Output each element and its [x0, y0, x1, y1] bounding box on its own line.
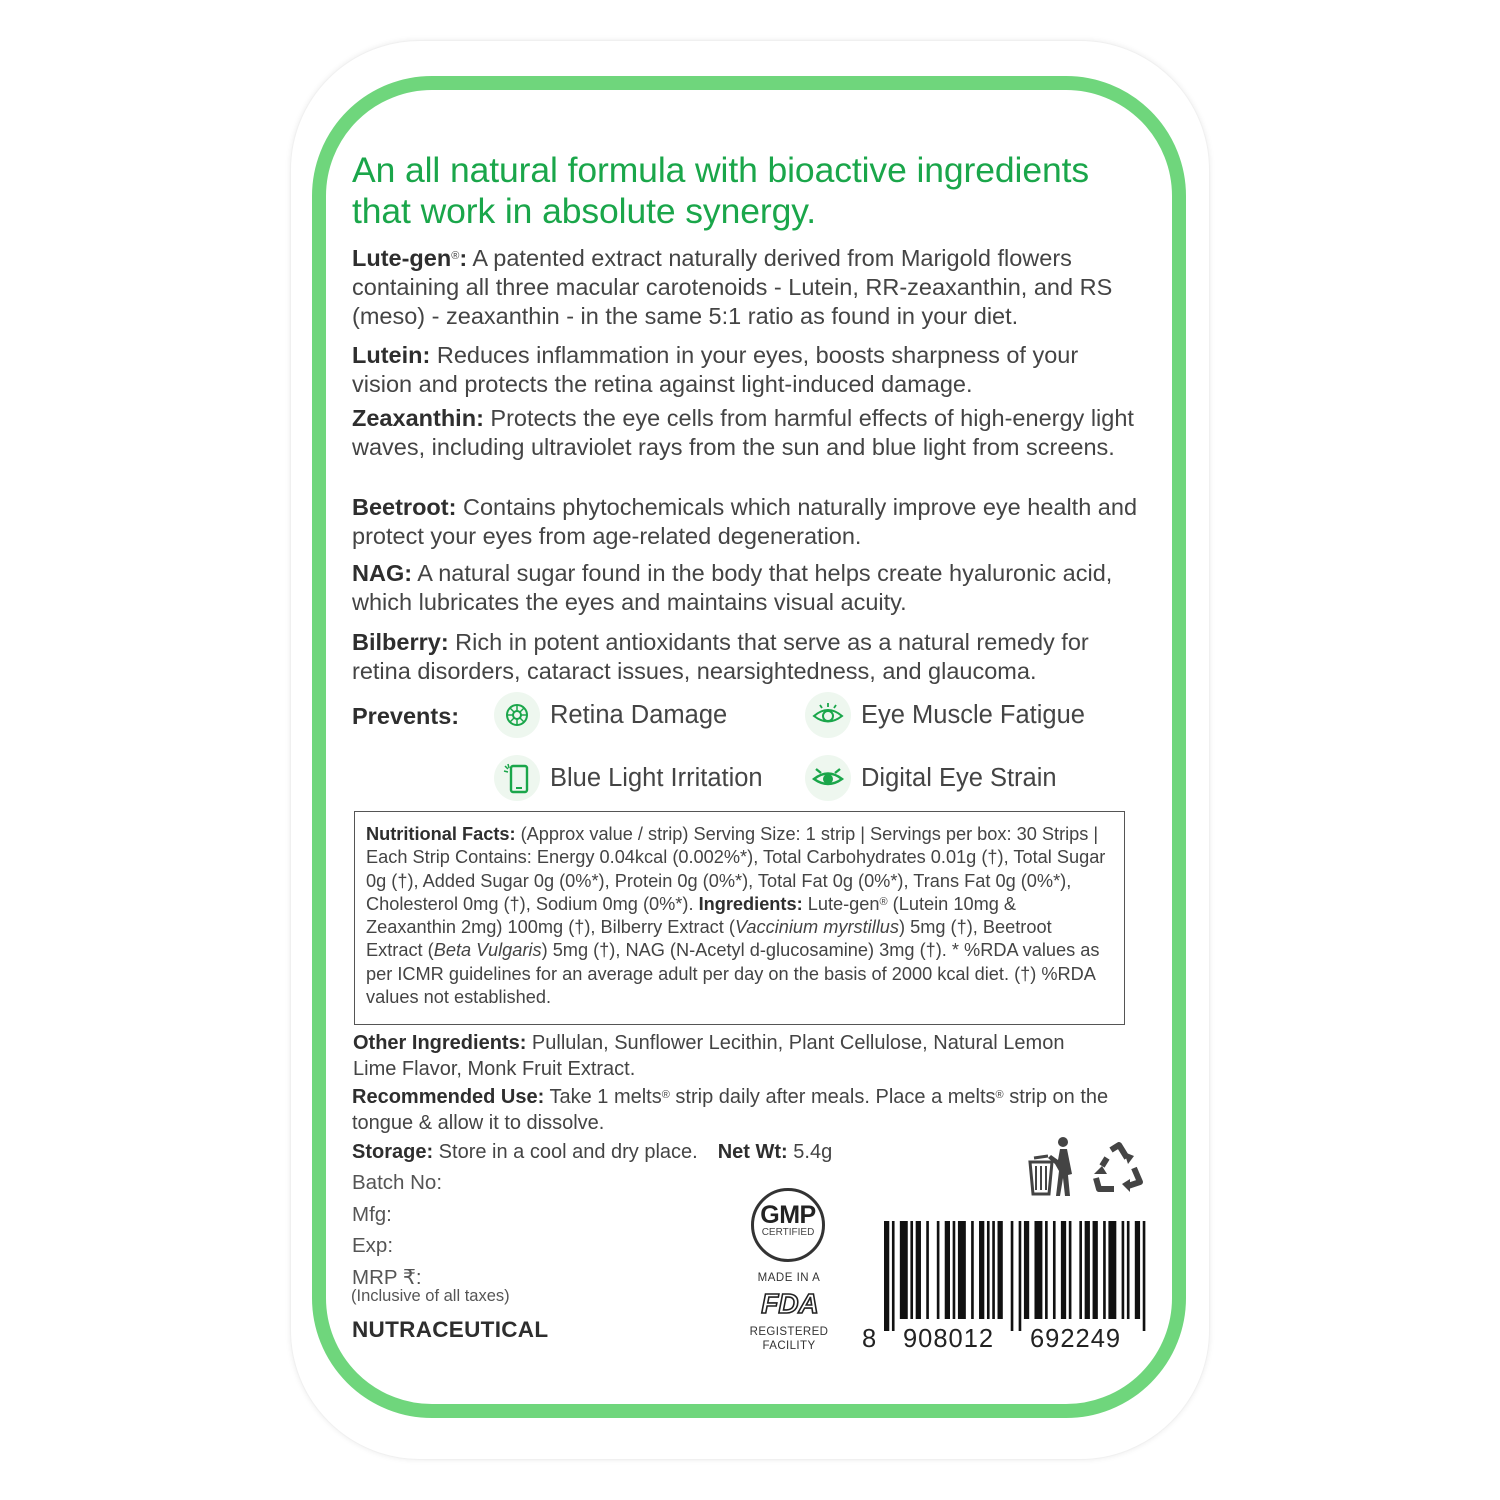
prevents-label: Prevents:: [352, 703, 460, 729]
recommended-use: [352, 1084, 1112, 1136]
prevent-eye-muscle-fatigue: [805, 692, 1085, 738]
ingredient-desc: A natural sugar found in the body that helps create hyaluronic acid, which lubricates the eyes and maintains visual acuity.: [352, 560, 1113, 615]
recommended-use-text: Take 1 melts: [544, 1086, 662, 1108]
barcode-bar: [1093, 1221, 1098, 1319]
ingredient-zeaxanthin: [352, 404, 1142, 462]
barcode-bar: [926, 1221, 929, 1319]
barcode-bar: [1053, 1221, 1056, 1319]
recycle-icon: [1090, 1142, 1148, 1196]
mrp: MRP ₹:: [352, 1266, 422, 1289]
barcode-bar: [1143, 1221, 1146, 1331]
ingredient-lutein: [352, 341, 1142, 399]
barcode-bar: [1045, 1221, 1048, 1319]
ingredient-desc: Contains phytochemicals which naturally improve eye health and protect your eyes from age-related degeneration.: [352, 494, 1138, 549]
headline: An all natural formula with bioactive ingredients that work in absolute synergy.: [352, 150, 1090, 231]
barcode-bar: [987, 1221, 990, 1319]
net-weight-label: Net Wt:: [717, 1141, 788, 1163]
category-label: NUTRACEUTICAL: [352, 1317, 549, 1342]
gmp-text: GMP: [760, 1201, 816, 1229]
ingredient-desc: A patented extract naturally derived from Marigold flowers containing all three macular carotenoids - Lutein, RR-zeaxanthin, and RS (meso) - zeaxanthin - in the same 5:1 ratio as found in your diet.: [352, 245, 1113, 329]
nutrition-text: ) 5mg (†), Beetroot Extract (: [366, 917, 1052, 961]
gmp-badge: [751, 1188, 825, 1262]
retina-icon: [494, 692, 540, 738]
other-ingredients: [353, 1030, 1113, 1082]
barcode-bar: [958, 1221, 966, 1319]
inclusive-taxes: (Inclusive of all taxes): [351, 1287, 510, 1305]
other-ingredients-label: Other Ingredients:: [353, 1032, 527, 1054]
dispose-bin-icon: [1026, 1136, 1076, 1198]
barcode-bar: [916, 1221, 921, 1319]
barcode-bar: [884, 1221, 889, 1331]
barcode-bar: [945, 1221, 950, 1319]
ingredient-name: Beetroot: [352, 494, 449, 520]
prevent-blue-light-irritation: [494, 755, 763, 801]
barcode-bar: [1079, 1221, 1082, 1319]
eye-icon: [805, 692, 851, 738]
nutrition-facts: [366, 823, 1111, 1009]
fda-top-text: MADE IN A: [757, 1272, 821, 1284]
barcode-bar: [953, 1221, 956, 1319]
fda-logo: [755, 1288, 825, 1318]
ingredient-name: Zeaxanthin: [352, 405, 477, 431]
prevent-label: Blue Light Irritation: [550, 763, 763, 792]
other-ingredients-text: Pullulan, Sunflower Lecithin, Plant Cellulose, Natural Lemon Lime Flavor, Monk Fruit Extract.: [353, 1032, 1065, 1080]
barcode-bar: [1034, 1221, 1042, 1319]
fda-bottom-text: [748, 1325, 830, 1353]
ingredient-desc: Protects the eye cells from harmful effects of high-energy light waves, including ultraviolet rays from the sun and blue light from screens.: [352, 405, 1134, 460]
separator: :: [448, 494, 457, 520]
barcode-bar: [998, 1221, 1003, 1319]
registered-mark: ®: [661, 1089, 670, 1101]
latin-name: Beta Vulgaris: [433, 940, 542, 961]
barcode-bar: [937, 1221, 940, 1319]
separator: :: [459, 245, 468, 271]
barcode-bar: [910, 1221, 913, 1319]
separator: :: [422, 342, 431, 368]
storage-text: Store in a cool and dry place.: [433, 1141, 698, 1163]
fda-facility: FACILITY: [762, 1340, 816, 1352]
barcode-bar: [1127, 1221, 1130, 1319]
barcode-bar: [1122, 1221, 1125, 1319]
ingredient-desc: Rich in potent antioxidants that serve as a natural remedy for retina disorders, cataract issues, nearsightedness, and glaucoma.: [352, 629, 1089, 684]
storage-label: Storage:: [352, 1141, 434, 1163]
gmp-certified: CERTIFIED: [761, 1227, 815, 1238]
recommended-use-text: strip on the tongue & allow it to dissolve.: [352, 1086, 1109, 1134]
barcode-bar: [979, 1221, 984, 1319]
barcode-bar: [900, 1221, 908, 1319]
barcode-digit-first: 8: [862, 1325, 878, 1353]
phone-icon: [494, 755, 540, 801]
barcode-digits-right: 692249: [1030, 1325, 1122, 1353]
prevent-digital-eye-strain: [805, 755, 1057, 801]
batch-no: Batch No:: [352, 1171, 443, 1194]
barcode-bar: [1019, 1221, 1022, 1331]
barcode-bar: [1108, 1221, 1116, 1319]
eye-strain-icon: [805, 755, 851, 801]
ingredient-name: NAG: [352, 560, 405, 586]
prevent-retina-damage: [494, 692, 727, 738]
mfg-date: Mfg:: [352, 1203, 392, 1226]
ingredients-label: Ingredients:: [698, 893, 803, 914]
barcode-bar: [992, 1221, 995, 1319]
ingredient-name: Lute-gen: [352, 245, 452, 271]
fda-logo-text: FDA: [761, 1288, 819, 1318]
recommended-use-text: strip daily after meals. Place a melts: [669, 1086, 996, 1108]
separator: :: [404, 560, 413, 586]
barcode-bar: [1011, 1221, 1014, 1331]
registered-mark: ®: [879, 895, 888, 908]
barcode-bar: [1061, 1221, 1066, 1319]
registered-mark: ®: [451, 250, 460, 262]
barcode-bar: [892, 1221, 895, 1331]
storage: [352, 1139, 1112, 1165]
nutrition-text: ) 5mg (†), NAG (N-Acetyl d-glucosamine) 3mg (†). * %RDA values as per ICMR guidelines for an average adult per day on the basis of 2000 kcal diet. (†) %RDA values not established.: [366, 940, 1100, 1008]
nutrition-text: (Lutein 10mg & Zeaxanthin 2mg) 100mg (†), Bilberry Extract (: [366, 893, 1017, 938]
ingredient-lutegen: [352, 244, 1142, 331]
ingredient-desc: Reduces inflammation in your eyes, boosts sharpness of your vision and protects the retina against light-induced damage.: [352, 342, 1079, 397]
barcode-bar: [1024, 1221, 1029, 1319]
separator: :: [476, 405, 484, 431]
recommended-use-label: Recommended Use:: [352, 1086, 545, 1108]
barcode-bar: [1085, 1221, 1090, 1319]
fda-registered: REGISTERED: [749, 1326, 829, 1338]
barcode-bar: [1103, 1221, 1106, 1319]
ingredient-bilberry: [352, 628, 1142, 686]
barcode-bar: [1069, 1221, 1072, 1319]
prevent-label: Retina Damage: [550, 700, 728, 729]
nutrition-text: (Approx value / strip) Serving Size: 1 strip | Servings per box: 30 Strips | Each Strip Contains: Energy 0.04kcal (0.002%*), Total Carbohydrates 0.01g (†), Total Sugar 0g (†), Added Sugar 0g (0%*), Protein 0g (0%*), Total Fat 0g (0%*), Trans Fat 0g (0%*), Cholesterol 0mg (†), Sodium 0mg (0%*).: [366, 824, 1106, 914]
barcode-bar: [1135, 1221, 1140, 1319]
ingredient-name: Lutein: [352, 342, 423, 368]
ingredient-name: Bilberry: [352, 629, 441, 655]
prevent-label: Eye Muscle Fatigue: [861, 700, 1085, 729]
barcode-digits-left: 908012: [903, 1325, 995, 1353]
separator: :: [440, 629, 449, 655]
exp-date: Exp:: [352, 1234, 394, 1257]
barcode-bar: [971, 1221, 974, 1319]
latin-name: Vaccinium myrstillus: [734, 917, 899, 938]
barcode: [884, 1221, 1148, 1331]
nutrition-text: Lute-gen: [802, 893, 880, 914]
registered-mark: ®: [995, 1089, 1004, 1101]
prevent-label: Digital Eye Strain: [861, 763, 1057, 792]
ingredient-beetroot: [352, 493, 1142, 551]
ingredient-nag: [352, 559, 1142, 617]
nutrition-label: Nutritional Facts:: [366, 824, 516, 844]
net-weight-value: 5.4g: [787, 1141, 833, 1163]
